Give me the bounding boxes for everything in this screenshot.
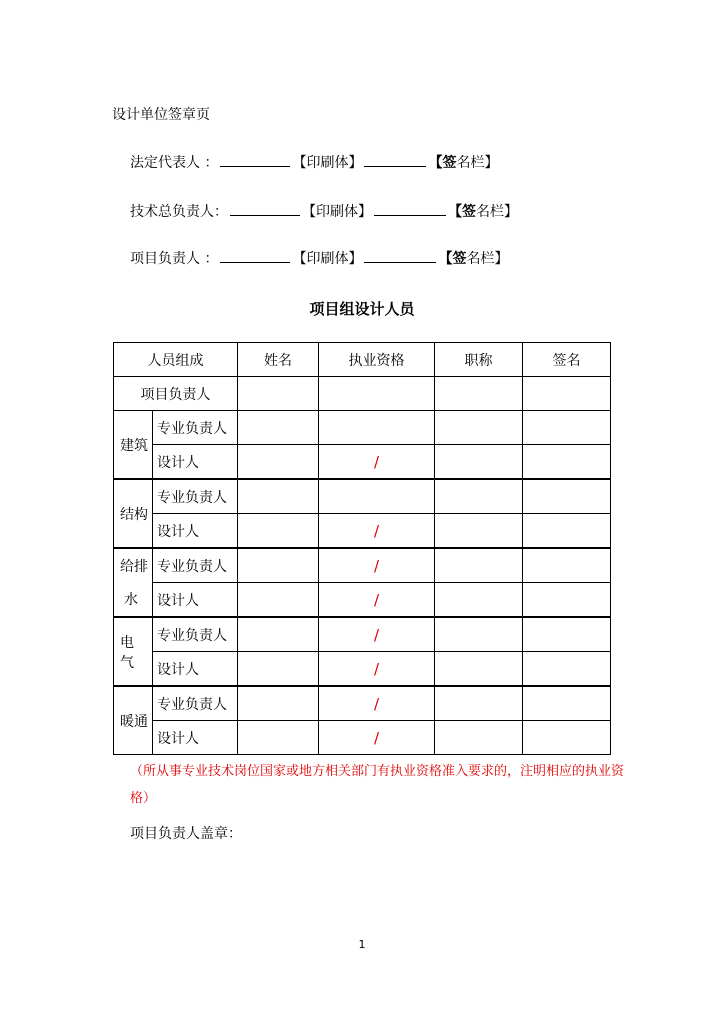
print-name-blank[interactable] xyxy=(220,152,290,167)
cell-name[interactable] xyxy=(238,721,319,755)
table-row xyxy=(114,583,611,618)
cell-title[interactable] xyxy=(435,617,523,652)
role-lead: 专业负责人 xyxy=(153,548,238,583)
cell-qualification[interactable] xyxy=(319,377,435,411)
cell-title[interactable] xyxy=(435,514,523,549)
table-title: 项目组设计人员 xyxy=(309,300,415,318)
cell-title[interactable] xyxy=(435,411,523,445)
cell-title[interactable] xyxy=(435,479,523,514)
page-number: 1 xyxy=(358,938,366,951)
print-label: 【印刷体】 xyxy=(292,155,363,171)
print-label: 【印刷体】 xyxy=(302,204,372,220)
cell-signature[interactable] xyxy=(523,377,611,411)
cell-title[interactable] xyxy=(435,652,523,687)
role-designer: 设计人 xyxy=(153,583,238,618)
cell-qualification-slash: / xyxy=(319,445,435,480)
discipline-arch: 建筑 xyxy=(114,411,153,480)
discipline-plumbing-part1: 给排 xyxy=(114,548,153,583)
discipline-hvac: 暖通 xyxy=(114,686,153,755)
role-lead: 专业负责人 xyxy=(153,617,238,652)
cell-signature[interactable] xyxy=(523,583,611,618)
cell-name[interactable] xyxy=(238,686,319,721)
role-designer: 设计人 xyxy=(153,721,238,755)
cell-signature[interactable] xyxy=(523,548,611,583)
print-name-blank[interactable] xyxy=(220,248,290,263)
staff-table xyxy=(113,342,611,755)
qualification-note-line1: （所从事专业技术岗位国家或地方相关部门有执业资格准入要求的，注明相应的执业资 xyxy=(130,764,625,779)
discipline-plumbing-part2: 水 xyxy=(114,583,153,618)
cell-signature[interactable] xyxy=(523,445,611,480)
role-designer: 设计人 xyxy=(153,652,238,687)
role-designer: 设计人 xyxy=(153,514,238,549)
table-row xyxy=(114,445,611,480)
cell-qualification-slash: / xyxy=(319,686,435,721)
sign-label: 【签名栏】 xyxy=(428,155,499,171)
cell-name[interactable] xyxy=(238,617,319,652)
table-row xyxy=(114,652,611,687)
qualification-note-line2: 格） xyxy=(130,791,157,806)
table-row xyxy=(114,514,611,549)
header-name: 姓名 xyxy=(238,343,319,377)
table-row xyxy=(114,548,611,583)
cell-name[interactable] xyxy=(238,514,319,549)
role-lead: 专业负责人 xyxy=(153,411,238,445)
cell-signature[interactable] xyxy=(523,617,611,652)
print-name-blank[interactable] xyxy=(230,201,300,216)
cell-qualification[interactable] xyxy=(319,479,435,514)
role-lead: 专业负责人 xyxy=(153,479,238,514)
table-row xyxy=(114,686,611,721)
cell-qualification-slash: / xyxy=(319,721,435,755)
page-heading: 设计单位签章页 xyxy=(112,107,210,123)
signature-role-label: 技术总负责人： xyxy=(130,204,228,220)
signature-line-project-lead xyxy=(130,248,508,268)
cell-name[interactable] xyxy=(238,377,319,411)
table-row xyxy=(114,377,611,411)
cell-name[interactable] xyxy=(238,445,319,480)
cell-title[interactable] xyxy=(435,377,523,411)
cell-qualification-slash: / xyxy=(319,583,435,618)
cell-signature[interactable] xyxy=(523,514,611,549)
cell-name[interactable] xyxy=(238,548,319,583)
cell-qualification-slash: / xyxy=(319,514,435,549)
cell-qualification-slash: / xyxy=(319,548,435,583)
cell-name[interactable] xyxy=(238,411,319,445)
signature-role-label: 项目负责人 ： xyxy=(130,251,219,267)
role-designer: 设计人 xyxy=(153,445,238,480)
cell-name[interactable] xyxy=(238,479,319,514)
signature-blank[interactable] xyxy=(374,201,446,216)
table-row xyxy=(114,721,611,755)
header-qualification: 执业资格 xyxy=(319,343,435,377)
cell-signature[interactable] xyxy=(523,686,611,721)
cell-name[interactable] xyxy=(238,583,319,618)
header-group: 人员组成 xyxy=(114,343,238,377)
cell-title[interactable] xyxy=(435,548,523,583)
discipline-struct: 结构 xyxy=(114,479,153,548)
signature-blank[interactable] xyxy=(364,248,436,263)
signature-role-label: 法定代表人 ： xyxy=(130,155,219,171)
cell-name[interactable] xyxy=(238,652,319,687)
table-row xyxy=(114,479,611,514)
table-row xyxy=(114,411,611,445)
table-row xyxy=(114,617,611,652)
role-lead: 专业负责人 xyxy=(153,686,238,721)
header-title: 职称 xyxy=(435,343,523,377)
signature-blank[interactable] xyxy=(364,152,426,167)
cell-title[interactable] xyxy=(435,445,523,480)
header-signature: 签名 xyxy=(523,343,611,377)
cell-signature[interactable] xyxy=(523,652,611,687)
table-header-row xyxy=(114,343,611,377)
project-lead-label: 项目负责人 xyxy=(114,377,238,411)
cell-title[interactable] xyxy=(435,583,523,618)
project-lead-seal-label: 项目负责人盖章： xyxy=(130,826,242,842)
sign-label: 【签名栏】 xyxy=(448,204,518,220)
signature-line-tech-lead xyxy=(130,201,518,221)
cell-qualification-slash: / xyxy=(319,617,435,652)
sign-label: 【签名栏】 xyxy=(438,251,509,267)
cell-qualification[interactable] xyxy=(319,411,435,445)
cell-qualification-slash: / xyxy=(319,652,435,687)
discipline-elec: 电 气 xyxy=(114,617,153,686)
signature-line-legal-rep xyxy=(130,152,498,172)
cell-signature[interactable] xyxy=(523,721,611,755)
cell-title[interactable] xyxy=(435,721,523,755)
print-label: 【印刷体】 xyxy=(292,251,363,267)
cell-signature[interactable] xyxy=(523,479,611,514)
cell-signature[interactable] xyxy=(523,411,611,445)
cell-title[interactable] xyxy=(435,686,523,721)
